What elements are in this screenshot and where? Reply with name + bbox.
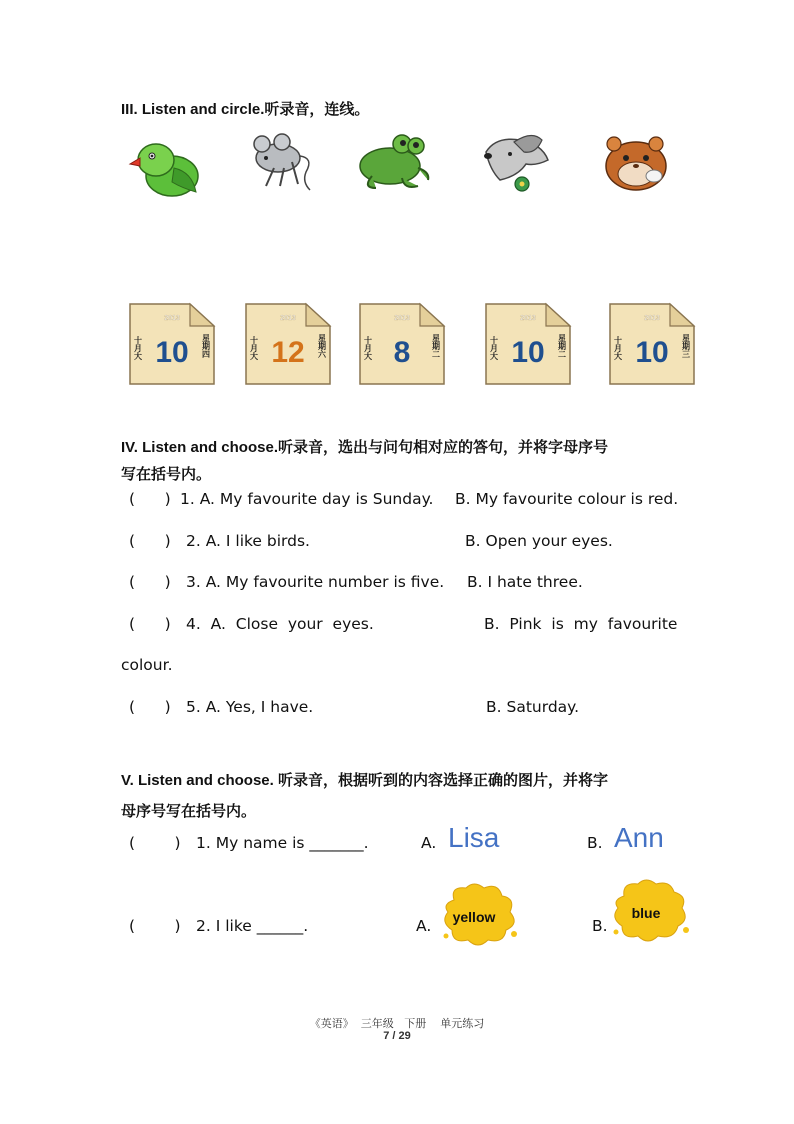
section5-title-cn-line1: 听录音，根据听到的内容选择正确的图片，并将字	[278, 771, 609, 789]
calendar-year: 2013	[164, 315, 180, 322]
q4-5-option-a: 5. A. Yes, I have.	[186, 698, 314, 716]
section3-title	[121, 98, 369, 119]
q4-3-bracket[interactable]: ( )	[129, 573, 171, 591]
calendar-weekday: 星期二	[557, 334, 567, 358]
q4-3-option-b: B. I hate three.	[467, 573, 583, 591]
calendar-weekday: 星期三	[681, 334, 691, 358]
parrot-icon	[126, 132, 206, 202]
calendar-icon	[608, 300, 696, 386]
q4-4-bracket[interactable]: ( )	[129, 615, 171, 633]
section4-title-en: IV. Listen and choose.	[121, 439, 278, 456]
calendar-month: 十月大	[363, 336, 373, 360]
calendar-day: 10	[511, 336, 545, 369]
q5-2-stem: 2. I like ______.	[196, 917, 309, 935]
calendar-month: 十月大	[133, 336, 143, 360]
frog-icon	[352, 128, 432, 198]
calendar-weekday: 星期四	[201, 334, 211, 358]
calendar-year: 2013	[644, 315, 660, 322]
q4-3-option-a: 3. A. My favourite number is five.	[186, 573, 445, 591]
q4-4-option-b: B. Pink is my favourite	[484, 615, 678, 633]
q4-1-option-a: 1. A. My favourite day is Sunday.	[180, 490, 434, 508]
calendar-year: 2013	[520, 315, 536, 322]
q4-4-option-b-continued: colour.	[121, 656, 173, 674]
q5-2-option-b-text: blue	[631, 905, 661, 921]
section5-title-en: V. Listen and choose.	[121, 772, 274, 789]
q4-2-option-b: B. Open your eyes.	[465, 532, 613, 550]
q5-2-option-a-label: A.	[416, 917, 432, 935]
q4-5-option-b: B. Saturday.	[486, 698, 580, 716]
calendar-icon	[358, 300, 446, 386]
calendar-icon	[484, 300, 572, 386]
calendar-page-4	[484, 300, 572, 386]
calendar-month: 十月大	[613, 336, 623, 360]
calendar-page-5	[608, 300, 696, 386]
calendar-icon	[244, 300, 332, 386]
calendar-weekday: 星期二	[431, 334, 441, 358]
yellow-paint-blob	[440, 880, 522, 950]
q4-2-bracket[interactable]: ( )	[129, 532, 171, 550]
q4-2-option-a: 2. A. I like birds.	[186, 532, 310, 550]
footer-course: 《英语》 三年级 下册 单元练习	[309, 1017, 485, 1030]
q5-1-bracket[interactable]: ( )	[129, 834, 181, 852]
section4-title	[121, 434, 681, 488]
dog-icon	[476, 130, 556, 200]
q4-1-option-b: B. My favourite colour is red.	[455, 490, 679, 508]
q5-1-option-a-name: Lisa	[448, 822, 500, 853]
calendar-day: 8	[393, 336, 411, 369]
mouse-icon	[244, 128, 324, 198]
calendar-page-2	[244, 300, 332, 386]
q5-1-option-a-label: A.	[421, 834, 437, 852]
section5-title-cn-line2: 母序号写在括号内。	[121, 802, 257, 820]
hamster-icon	[600, 128, 680, 198]
q4-5-bracket[interactable]: ( )	[129, 698, 171, 716]
calendar-icon	[128, 300, 216, 386]
section4-title-cn-line2: 写在括号内。	[121, 465, 212, 483]
calendar-month: 十月大	[489, 336, 499, 360]
q5-1-stem: 1. My name is _______.	[196, 834, 369, 852]
calendar-month: 十月大	[249, 336, 259, 360]
calendar-day: 10	[635, 336, 669, 369]
calendar-year: 2013	[394, 315, 410, 322]
calendar-weekday: 星期六	[317, 334, 327, 358]
q5-1-option-b-label: B.	[587, 834, 603, 852]
q4-1-bracket[interactable]: ( )	[129, 490, 171, 508]
calendar-page-1	[128, 300, 216, 386]
calendar-day: 12	[271, 336, 305, 369]
section3-title-en: III. Listen and circle.	[121, 101, 265, 118]
q5-2-bracket[interactable]: ( )	[129, 917, 181, 935]
q5-1-option-b-name: Ann	[614, 822, 664, 853]
q4-4-option-a: 4. A. Close your eyes.	[186, 615, 374, 633]
q5-2-option-b-label: B.	[592, 917, 608, 935]
section5-title	[121, 765, 681, 827]
calendar-year: 2013	[280, 315, 296, 322]
footer-page-number: 7 / 29	[383, 1030, 411, 1042]
section4-title-cn-line1: 听录音，选出与问句相对应的答句，并将字母序号	[278, 438, 609, 456]
q5-2-option-a-text: yellow	[452, 909, 496, 925]
calendar-page-3	[358, 300, 446, 386]
section3-title-cn: 听录音，连线。	[264, 100, 370, 118]
calendar-day: 10	[155, 336, 189, 369]
blue-paint-blob	[610, 878, 692, 948]
